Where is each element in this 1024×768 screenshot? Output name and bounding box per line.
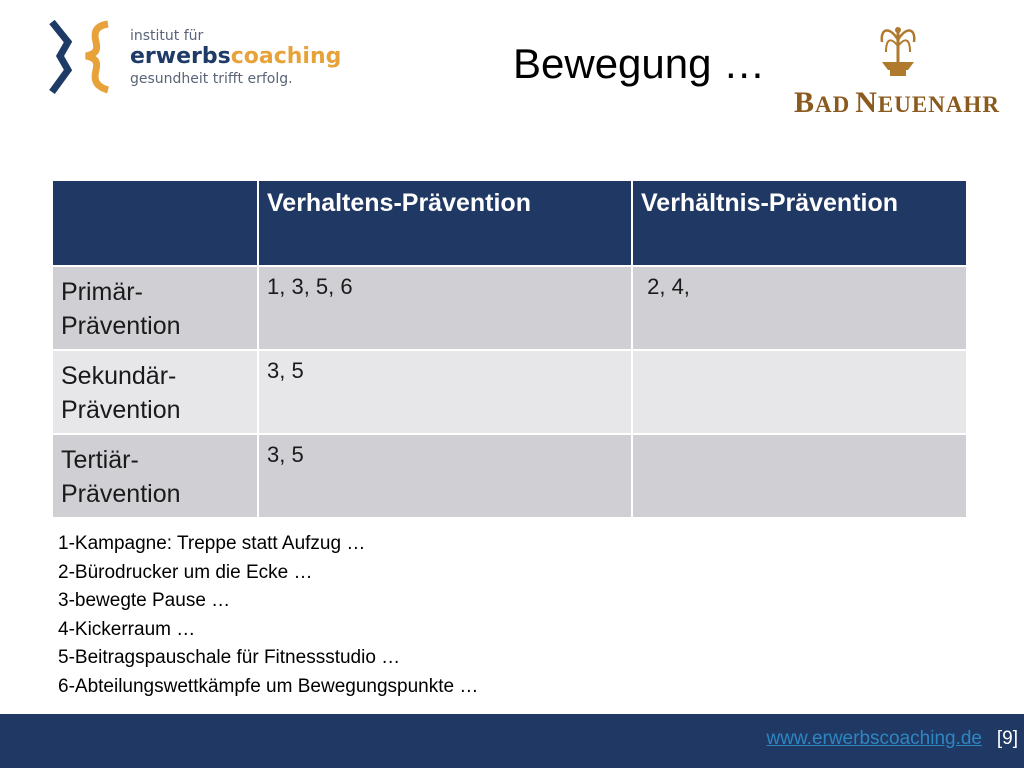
row-label: Sekundär-Prävention	[52, 350, 258, 434]
table-row	[52, 266, 967, 350]
header-cell-verhaltens: Verhaltens-Prävention	[258, 180, 632, 266]
slide-title: Bewegung …	[513, 40, 766, 87]
bad-neuenahr-logo	[792, 22, 1002, 117]
logo-line-institut: institut für	[130, 28, 204, 44]
bad-neuenahr-wordmark: BAD NEUENAHR	[794, 86, 1000, 119]
row-label: Primär-Prävention	[52, 266, 258, 350]
row-label: Tertiär-Prävention	[52, 434, 258, 518]
footer-bar	[0, 714, 1024, 768]
logo-line-erwerbscoaching	[130, 44, 341, 70]
prevention-table	[51, 179, 968, 519]
bracket-logo-icon	[48, 18, 128, 98]
list-item: 2-Bürodrucker um die Ecke …	[58, 561, 313, 583]
measures-legend	[58, 530, 478, 701]
table-cell: 1, 3, 5, 6	[258, 266, 632, 350]
table-header-row	[52, 180, 967, 266]
table-cell: 3, 5	[258, 434, 632, 518]
logo-erwerbs: erwerbs	[130, 44, 231, 69]
list-item: 1-Kampagne: Treppe statt Aufzug …	[58, 533, 366, 554]
page-number: [9]	[996, 728, 1018, 749]
institute-logo	[48, 18, 348, 98]
fountain-icon	[868, 22, 928, 80]
list-item: 4-Kickerraum …	[58, 618, 196, 640]
list-item: 3-bewegte Pause …	[58, 590, 231, 611]
table-row	[52, 434, 967, 518]
table-cell	[632, 434, 967, 518]
logo-coaching: coaching	[230, 44, 342, 69]
logo-tagline: gesundheit trifft erfolg.	[130, 71, 293, 87]
list-item: 6-Abteilungswettkämpfe um Bewegungspunkte …	[58, 675, 479, 697]
header-cell-verhaeltnis: Verhältnis-Prävention	[632, 180, 967, 266]
list-item: 5-Beitragspauschale für Fitnessstudio …	[58, 647, 401, 668]
table-row	[52, 350, 967, 434]
header-cell-empty	[52, 180, 258, 266]
table-cell	[632, 350, 967, 434]
table-cell: 2, 4,	[632, 266, 967, 350]
website-link[interactable]: www.erwerbscoaching.de	[766, 728, 982, 749]
institute-logo-text	[130, 28, 341, 88]
table-cell: 3, 5	[258, 350, 632, 434]
